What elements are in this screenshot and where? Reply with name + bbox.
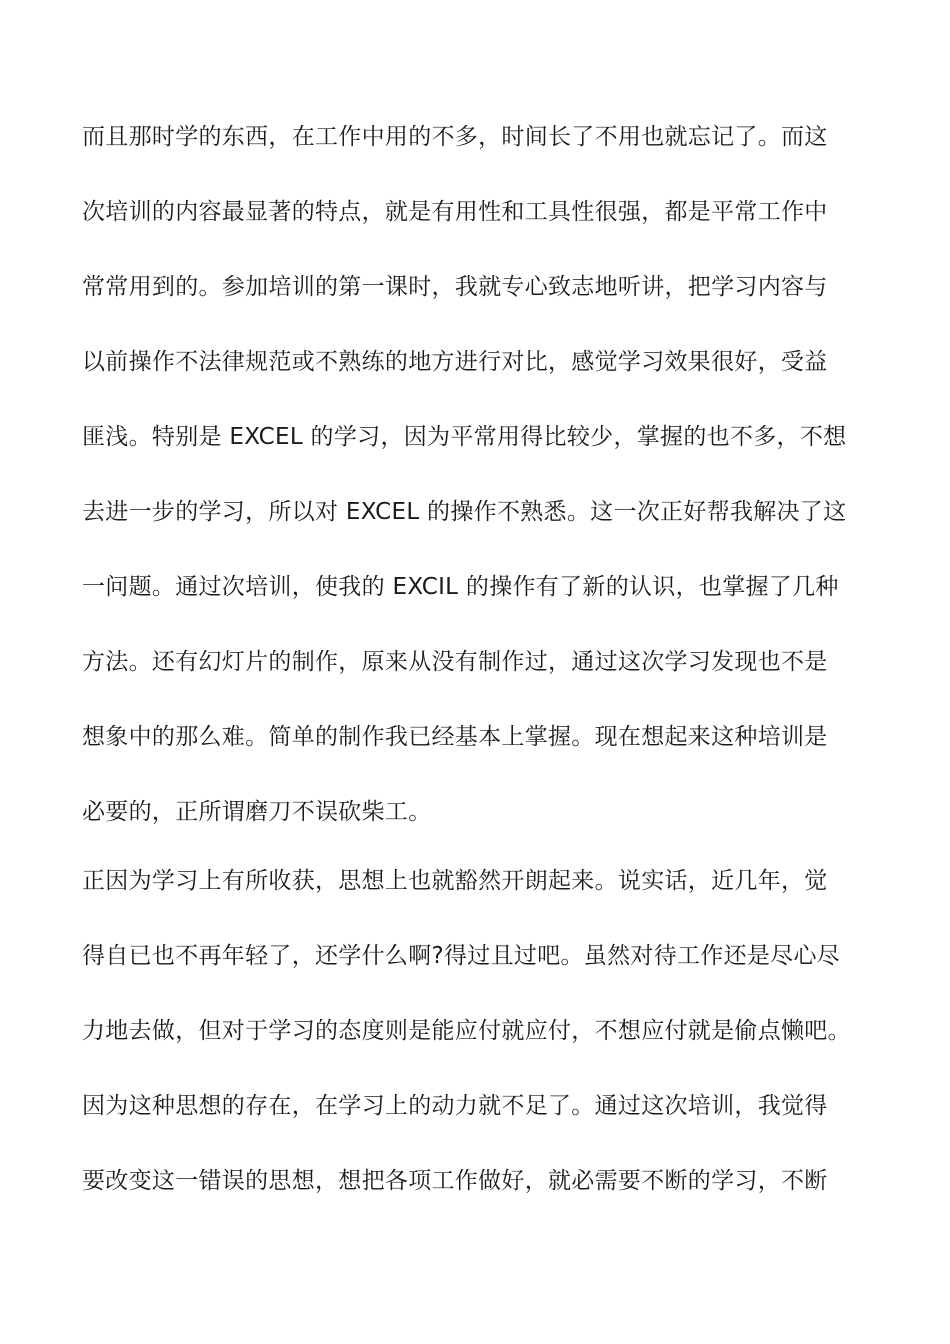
text-line: 必要的，正所谓磨刀不误砍柴工。 (82, 799, 432, 825)
text-line: 次培训的内容最显著的特点，就是有用性和工具性很强，都是平常工作中 (82, 199, 828, 225)
text-line: 方法。还有幻灯片的制作，原来从没有制作过，通过这次学习发现也不是 (82, 649, 828, 675)
text-line: 正因为学习上有所收获，思想上也就豁然开朗起来。说实话，近几年，觉 (82, 868, 828, 894)
text-line: 想象中的那么难。简单的制作我已经基本上掌握。现在想起来这种培训是 (82, 724, 828, 750)
text-line: 去进一步的学习，所以对 EXCEL 的操作不熟悉。这一次正好帮我解决了这 (82, 499, 847, 525)
text-line: 因为这种思想的存在，在学习上的动力就不足了。通过这次培训，我觉得 (82, 1093, 828, 1119)
text-line: 以前操作不法律规范或不熟练的地方进行对比，感觉学习效果很好，受益 (82, 349, 828, 375)
text-line: 常常用到的。参加培训的第一课时，我就专心致志地听讲，把学习内容与 (82, 274, 828, 300)
text-line: 匪浅。特别是 EXCEL 的学习，因为平常用得比较少，掌握的也不多，不想 (82, 424, 847, 450)
text-line: 力地去做，但对于学习的态度则是能应付就应付，不想应付就是偷点懒吧。 (82, 1018, 851, 1044)
text-line: 得自已也不再年轻了，还学什么啊?得过且过吧。虽然对待工作还是尽心尽 (82, 943, 841, 969)
text-line: 一问题。通过次培训，使我的 EXCIL 的操作有了新的认识，也掌握了几种 (82, 574, 839, 600)
text-line: 要改变这一错误的思想，想把各项工作做好，就必需要不断的学习，不断 (82, 1168, 828, 1194)
text-line: 而且那时学的东西，在工作中用的不多，时间长了不用也就忘记了。而这 (82, 124, 828, 150)
